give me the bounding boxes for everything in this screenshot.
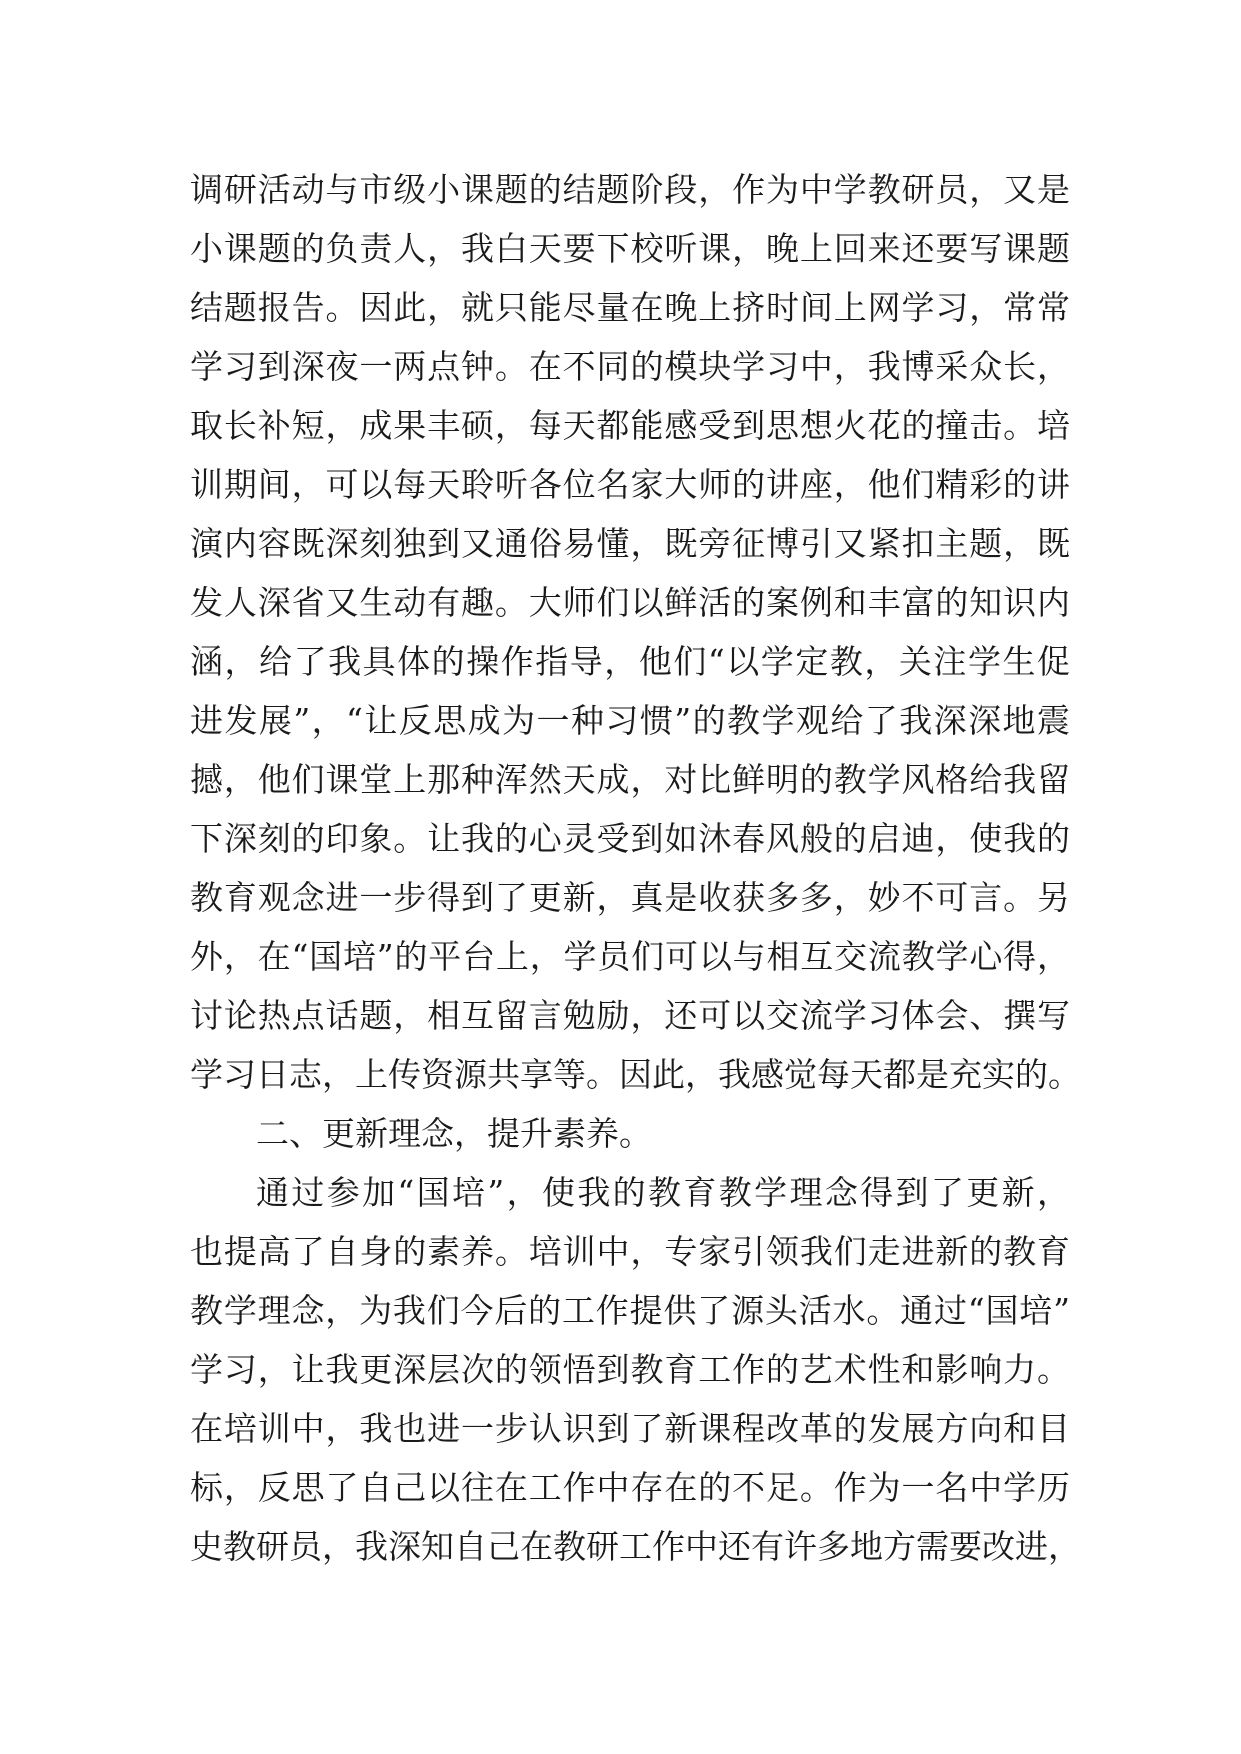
text-line: 涵，给了我具体的操作指导，他们“以学定教，关注学生促 [190, 642, 1070, 681]
section-heading: 二、更新理念，提升素养。 [256, 1114, 652, 1153]
text-line: 也提高了自身的素养。培训中，专家引领我们走进新的教育 [190, 1232, 1070, 1271]
text-line: 学习，让我更深层次的领悟到教育工作的艺术性和影响力。 [190, 1350, 1070, 1389]
text-line: 标，反思了自己以往在工作中存在的不足。作为一名中学历 [190, 1468, 1070, 1507]
text-line: 取长补短，成果丰硕，每天都能感受到思想火花的撞击。培 [190, 406, 1070, 445]
text-line: 通过参加“国培”，使我的教育教学理念得到了更新， [256, 1173, 1070, 1212]
text-line: 训期间，可以每天聆听各位名家大师的讲座，他们精彩的讲 [190, 465, 1070, 504]
text-line: 进发展”，“让反思成为一种习惯”的教学观给了我深深地震 [190, 701, 1070, 740]
text-line: 调研活动与市级小课题的结题阶段，作为中学教研员，又是 [190, 170, 1070, 209]
text-line: 下深刻的印象。让我的心灵受到如沐春风般的启迪，使我的 [190, 819, 1070, 858]
text-line: 教学理念，为我们今后的工作提供了源头活水。通过“国培” [190, 1291, 1070, 1330]
text-line: 外，在“国培”的平台上，学员们可以与相互交流教学心得， [190, 937, 1070, 976]
text-line: 小课题的负责人，我白天要下校听课，晚上回来还要写课题 [190, 229, 1070, 268]
body-text [190, 160, 1081, 1576]
text-line: 撼，他们课堂上那种浑然天成，对比鲜明的教学风格给我留 [190, 760, 1070, 799]
text-line: 发人深省又生动有趣。大师们以鲜活的案例和丰富的知识内 [190, 583, 1070, 622]
text-line: 学习到深夜一两点钟。在不同的模块学习中，我博采众长， [190, 347, 1070, 386]
text-line: 史教研员，我深知自己在教研工作中还有许多地方需要改进， [190, 1527, 1081, 1566]
text-line: 学习日志，上传资源共享等。因此，我感觉每天都是充实的。 [190, 1055, 1081, 1094]
text-line: 讨论热点话题，相互留言勉励，还可以交流学习体会、撰写 [190, 996, 1070, 1035]
text-line: 在培训中，我也进一步认识到了新课程改革的发展方向和目 [190, 1409, 1070, 1448]
text-line: 演内容既深刻独到又通俗易懂，既旁征博引又紧扣主题，既 [190, 524, 1070, 563]
text-line: 结题报告。因此，就只能尽量在晚上挤时间上网学习，常常 [190, 288, 1070, 327]
text-line: 教育观念进一步得到了更新，真是收获多多，妙不可言。另 [190, 878, 1070, 917]
